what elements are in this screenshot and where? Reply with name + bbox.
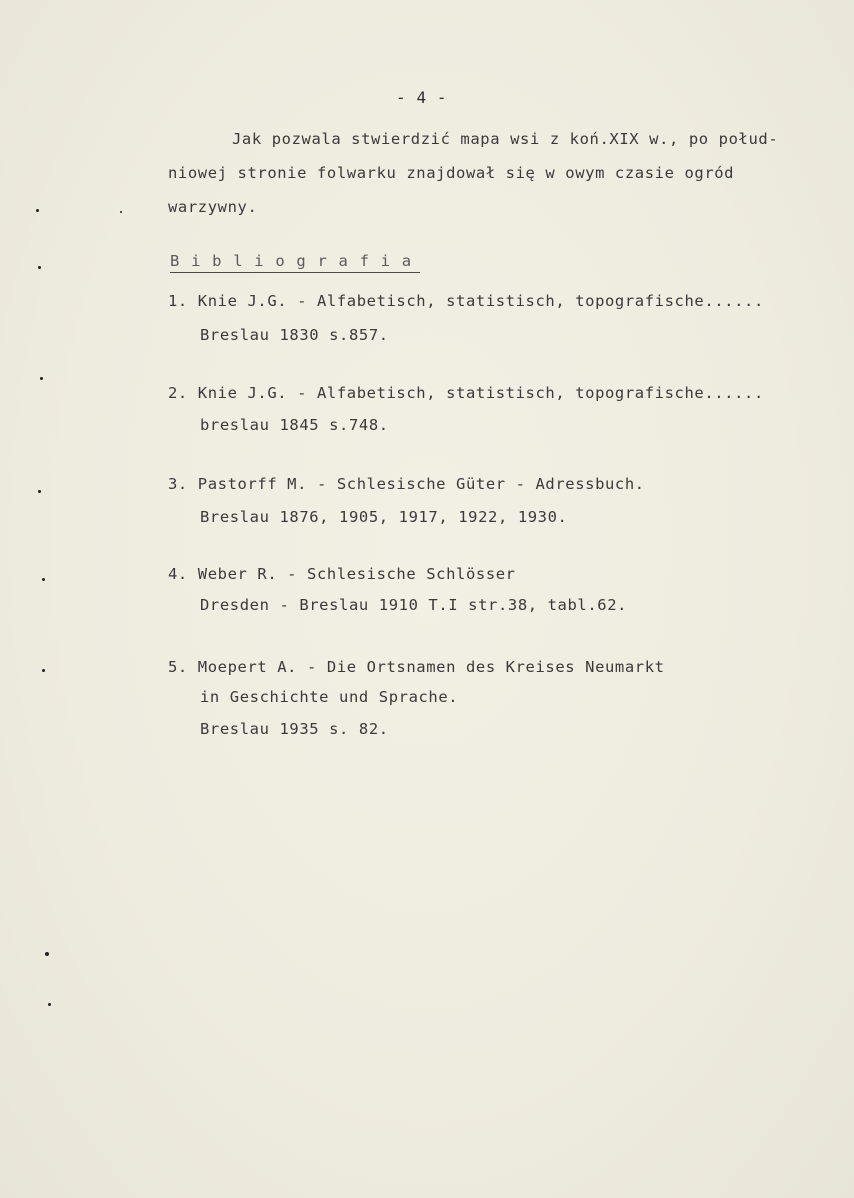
paper-speck bbox=[40, 377, 43, 380]
bib-entry-3-line-1: 3. Pastorff M. - Schlesische Güter - Adressbuch. bbox=[168, 475, 645, 493]
paper-speck bbox=[38, 266, 41, 269]
paper-speck bbox=[38, 490, 41, 493]
paragraph-line-1: Jak pozwala stwierdzić mapa wsi z koń.XIX w., po połud- bbox=[232, 130, 779, 148]
bib-entry-5-line-3: Breslau 1935 s. 82. bbox=[200, 720, 389, 738]
bib-entry-1-line-1: 1. Knie J.G. - Alfabetisch, statistisch, topografische...... bbox=[168, 292, 764, 310]
bib-entry-5-line-1: 5. Moepert A. - Die Ortsnamen des Kreises Neumarkt bbox=[168, 658, 665, 676]
bib-entry-1-line-2: Breslau 1830 s.857. bbox=[200, 326, 389, 344]
bib-entry-5-line-2: in Geschichte und Sprache. bbox=[200, 688, 459, 706]
bib-entry-2-line-2: breslau 1845 s.748. bbox=[200, 416, 389, 434]
paper-speck bbox=[36, 209, 39, 212]
bib-entry-3-line-2: Breslau 1876, 1905, 1917, 1922, 1930. bbox=[200, 508, 568, 526]
paragraph-line-2: niowej stronie folwarku znajdował się w owym czasie ogród bbox=[168, 164, 735, 182]
page-number: - 4 - bbox=[396, 88, 448, 107]
bib-entry-2-line-1: 2. Knie J.G. - Alfabetisch, statistisch, topografische...... bbox=[168, 384, 764, 402]
paper-speck bbox=[48, 1003, 51, 1006]
bibliography-heading: B i b l i o g r a f i a bbox=[170, 252, 413, 270]
paper-speck bbox=[42, 669, 45, 672]
paragraph-line-3: warzywny. bbox=[168, 198, 258, 216]
heading-underline bbox=[170, 272, 420, 273]
bib-entry-4-line-2: Dresden - Breslau 1910 T.I str.38, tabl.62. bbox=[200, 596, 628, 614]
paper-speck bbox=[45, 952, 49, 956]
paper-speck bbox=[120, 211, 122, 213]
bib-entry-4-line-1: 4. Weber R. - Schlesische Schlösser bbox=[168, 565, 516, 583]
paper-speck bbox=[42, 578, 45, 581]
